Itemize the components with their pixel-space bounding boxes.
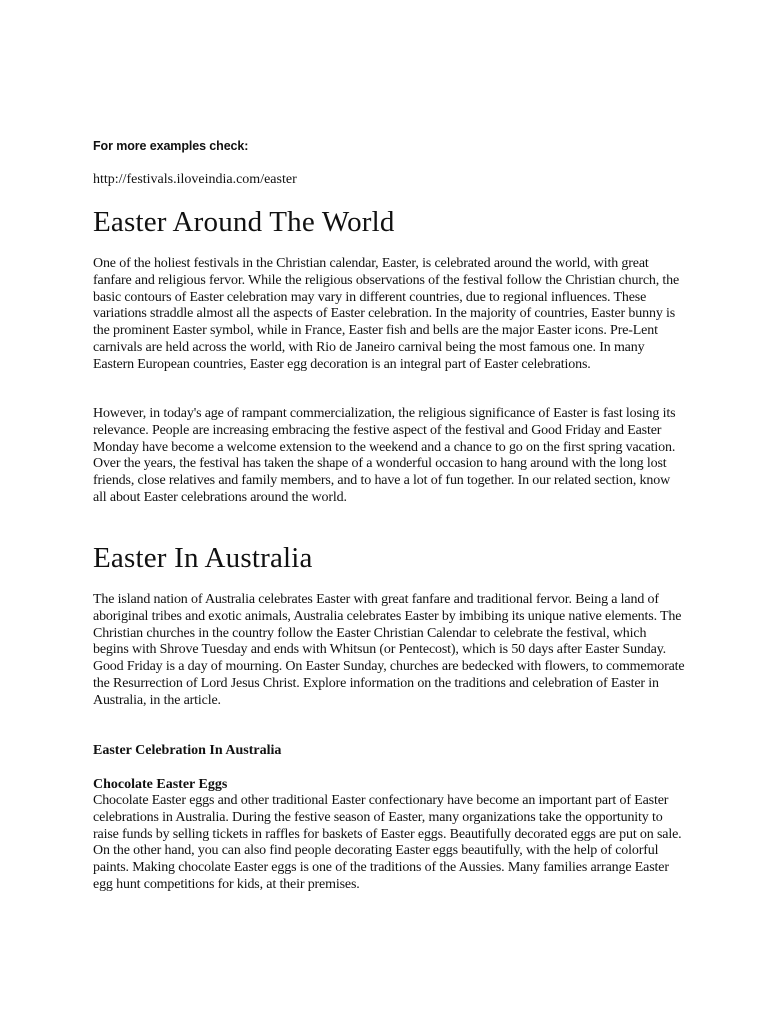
paragraph-world-intro: One of the holiest festivals in the Christian calendar, Easter, is celebrated around the world, with great fanfare and religious fervor. While the religious observations of the festival follow the Christian church, the basic contours of Easter celebration may vary in different countries, due to regional influences. These variations straddle almost all the aspects of Easter celebration. In the majority of countries, Easter bunny is the prominent Easter symbol, while in France, Easter fish and bells are the major Easter icons. Pre-Lent carnivals are held across the world, with Rio de Janeiro carnival being the most famous one. In many Eastern European countries, Easter egg decoration is an integral part of Easter celebrations.	[93, 256, 680, 372]
paragraph-australia-intro: The island nation of Australia celebrates Easter with great fanfare and traditional fervor. Being a land of aboriginal tribes and exotic animals, Australia celebrates Easter by imbibing its unique native elements. The Christian churches in the country follow the Easter Christian Calendar to celebrate the festival, which begins with Shrove Tuesday and ends with Whitsun (or Pentecost), which is 50 days after Easter Sunday. Good Friday is a day of mourning. On Easter Sunday, churches are bedecked with flowers, to commemorate the Resurrection of Lord Jesus Christ. Explore information on the traditions and celebration of Easter in Australia, in the article.	[93, 592, 685, 708]
subheading-chocolate-easter-eggs: Chocolate Easter Eggs	[93, 777, 228, 792]
heading-easter-around-the-world: Easter Around The World	[93, 206, 395, 238]
examples-url: http://festivals.iloveindia.com/easter	[93, 172, 297, 187]
examples-label: For more examples check:	[93, 139, 249, 153]
heading-easter-in-australia: Easter In Australia	[93, 542, 313, 574]
paragraph-world-commercialization: However, in today's age of rampant commercialization, the religious significance of Easter is fast losing its relevance. People are increasing embracing the festive aspect of the festival and Good Friday and Easter Monday have become a welcome extension to the weekend and a chance to go on the first spring vacation. Over the years, the festival has taken the shape of a wonderful occasion to hang around with the long lost friends, close relatives and family members, and to have a lot of fun together. In our related section, know all about Easter celebrations around the world.	[93, 406, 676, 505]
paragraph-chocolate-easter-eggs: Chocolate Easter eggs and other traditional Easter confectionary have become an important part of Easter celebrations in Australia. During the festive season of Easter, many organizations take the opportunity to raise funds by selling tickets in raffles for baskets of Easter eggs. Beautifully decorated eggs are put on sale. On the other hand, you can also find people decorating Easter eggs beautifully, with the help of colorful paints. Making chocolate Easter eggs is one of the traditions of the Aussies. Many families arrange Easter egg hunt competitions for kids, at their premises.	[93, 793, 682, 892]
subheading-easter-celebration-australia: Easter Celebration In Australia	[93, 743, 282, 758]
